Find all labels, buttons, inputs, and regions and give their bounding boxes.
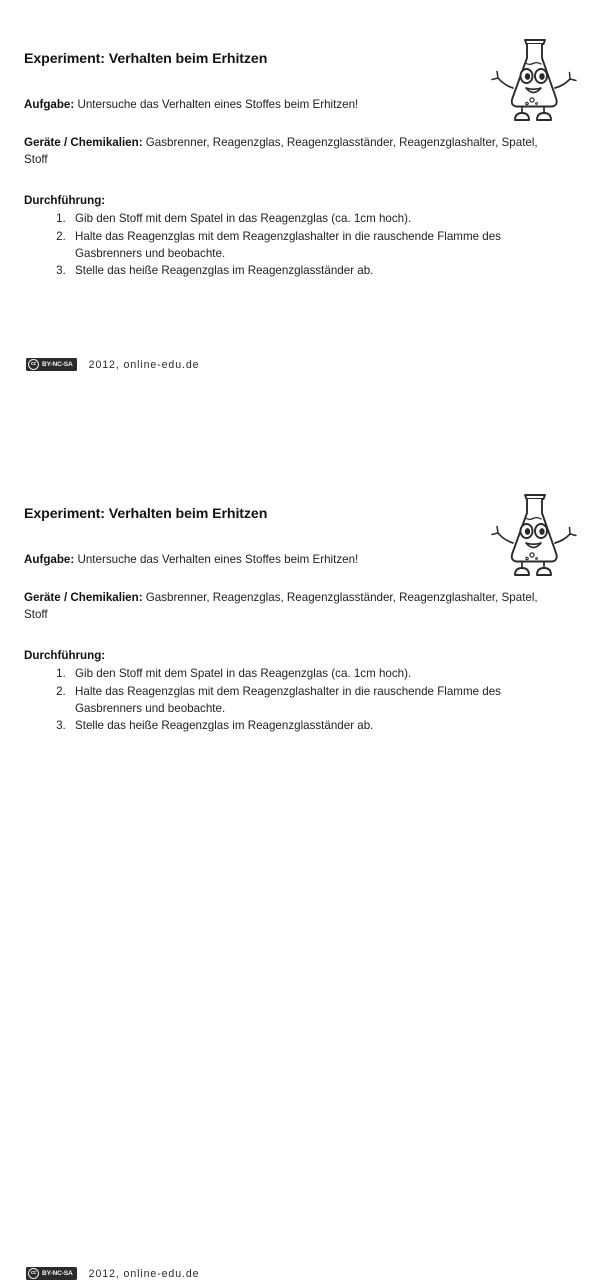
creative-commons-icon: cc	[28, 359, 39, 370]
worksheet-content	[0, 0, 600, 280]
task-paragraph	[24, 523, 544, 569]
license-footer	[26, 1267, 199, 1280]
creative-commons-badge[interactable]	[26, 1267, 77, 1280]
credit-text: 2012, online-edu.de	[88, 1267, 200, 1280]
task-text: Untersuche das Verhalten eines Stoffes beim Erhitzen!	[74, 552, 359, 566]
materials-text: Gasbrenner, Reagenzglas, Reagenzglasständer, Reagenzglashalter, Spatel, Stoff	[24, 591, 538, 622]
license-footer	[26, 358, 199, 371]
task-paragraph	[24, 68, 544, 114]
procedure-list	[24, 211, 578, 280]
list-item: 1. Gib den Stoff mit dem Spatel in das Reagenzglas (ca. 1cm hoch).	[69, 666, 565, 683]
license-terms-label: BY-NC-SA	[42, 1270, 73, 1277]
page-title: Experiment: Verhalten beim Erhitzen	[24, 51, 268, 67]
list-item: 2. Halte das Reagenzglas mit dem Reagenzglashalter in die rauschende Flamme des Gasbrenners und beobachte.	[69, 684, 565, 718]
task-label: Aufgabe:	[24, 552, 75, 566]
creative-commons-icon: cc	[28, 1268, 39, 1279]
procedure-heading: Durchführung:	[24, 649, 106, 662]
list-item: 1. Gib den Stoff mit dem Spatel in das Reagenzglas (ca. 1cm hoch).	[69, 211, 565, 228]
credit-text: 2012, online-edu.de	[88, 358, 200, 371]
materials-paragraph	[24, 113, 544, 169]
worksheet-copy-1	[0, 0, 600, 371]
materials-paragraph	[24, 568, 544, 624]
license-terms-label: BY-NC-SA	[42, 361, 73, 368]
worksheet-copy-2	[0, 455, 600, 1280]
creative-commons-badge[interactable]	[26, 358, 77, 371]
task-label: Aufgabe:	[24, 97, 75, 111]
materials-text: Gasbrenner, Reagenzglas, Reagenzglasständer, Reagenzglashalter, Spatel, Stoff	[24, 136, 538, 167]
page-title: Experiment: Verhalten beim Erhitzen	[24, 506, 268, 522]
worksheet-content	[0, 455, 600, 735]
materials-label: Geräte / Chemikalien:	[24, 591, 143, 605]
procedure-list	[24, 666, 578, 735]
materials-label: Geräte / Chemikalien:	[24, 136, 143, 150]
list-item: 2. Halte das Reagenzglas mit dem Reagenzglashalter in die rauschende Flamme des Gasbrenners und beobachte.	[69, 229, 565, 263]
list-item: 3. Stelle das heiße Reagenzglas im Reagenzglasständer ab.	[69, 263, 565, 280]
task-text: Untersuche das Verhalten eines Stoffes beim Erhitzen!	[74, 97, 359, 111]
list-item: 3. Stelle das heiße Reagenzglas im Reagenzglasständer ab.	[69, 718, 565, 735]
procedure-heading: Durchführung:	[24, 194, 106, 207]
